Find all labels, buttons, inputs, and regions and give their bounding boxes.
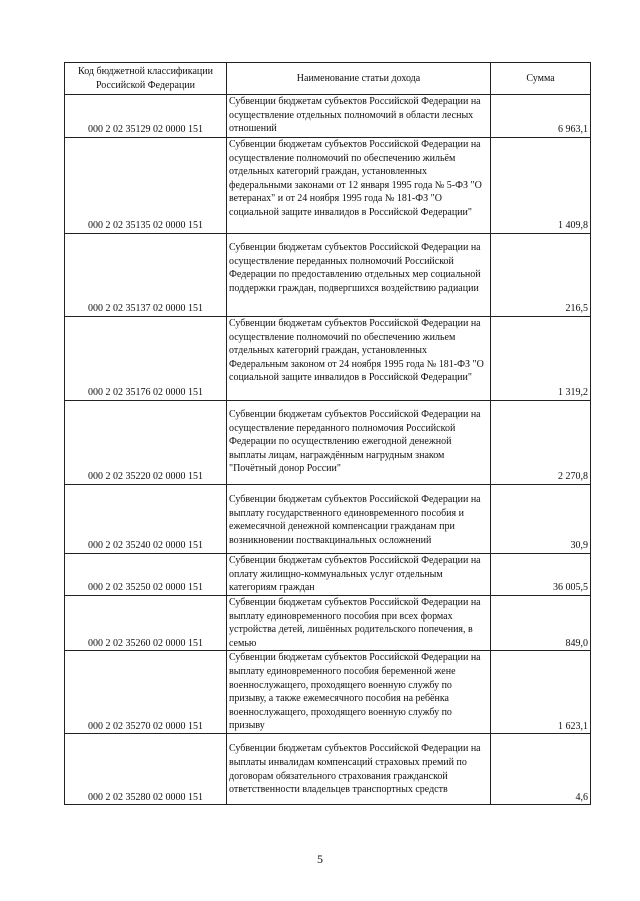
row-name: Субвенции бюджетам субъектов Российской Федерации на выплату государственного единовременного пособия и ежемесячной денежной компенсации гражданам при возникновении поствакцинальных осложнений xyxy=(227,485,491,554)
row-name: Субвенции бюджетам субъектов Российской Федерации на выплаты инвалидам компенсаций страховых премий по договорам обязательного страхования гражданской ответственности владельцев транспортных средств xyxy=(227,734,491,805)
page-number: 5 xyxy=(317,852,323,866)
row-name: Субвенции бюджетам субъектов Российской Федерации на осуществление отдельных полномочий в области лесных отношений xyxy=(227,95,491,138)
row-code: 000 2 02 35135 02 0000 151 xyxy=(65,138,227,234)
row-sum: 2 270,8 xyxy=(491,401,591,485)
row-sum: 4,6 xyxy=(491,734,591,805)
row-sum: 1 319,2 xyxy=(491,317,591,401)
row-sum: 36 005,5 xyxy=(491,554,591,596)
row-sum: 1 623,1 xyxy=(491,651,591,734)
row-name: Субвенции бюджетам субъектов Российской Федерации на выплату единовременного пособия беременной жене военнослужащего, проходящего военную службу по призыву, а также ежемесячного пособия на ребёнка военнослужащего, проходящего военную службу по призыву xyxy=(227,651,491,734)
row-sum: 216,5 xyxy=(491,234,591,317)
row-name: Субвенции бюджетам субъектов Российской Федерации на выплату единовременного пособия при всех формах устройства детей, лишённых родительского попечения, в семью xyxy=(227,596,491,651)
row-code: 000 2 02 35240 02 0000 151 xyxy=(65,485,227,554)
row-name: Субвенции бюджетам субъектов Российской Федерации на оплату жилищно-коммунальных услуг отдельным категориям граждан xyxy=(227,554,491,596)
table-header-row xyxy=(65,63,591,95)
header-sum: Сумма xyxy=(491,63,591,95)
row-sum: 30,9 xyxy=(491,485,591,554)
table-row xyxy=(65,651,591,734)
row-sum: 6 963,1 xyxy=(491,95,591,138)
table-row xyxy=(65,234,591,317)
header-code: Код бюджетной классификации Российской Федерации xyxy=(65,63,227,95)
table-row xyxy=(65,95,591,138)
row-name: Субвенции бюджетам субъектов Российской Федерации на осуществление полномочий по обеспечению жильём отдельных категорий граждан, установленных федеральными законами от 12 января 1995 года № 5-ФЗ "О ветеранах" и от 24 ноября 1995 года № 181-ФЗ "О социальной защите инвалидов в Российской Федерации" xyxy=(227,138,491,234)
table-row xyxy=(65,596,591,651)
row-code: 000 2 02 35250 02 0000 151 xyxy=(65,554,227,596)
row-sum: 1 409,8 xyxy=(491,138,591,234)
table-row xyxy=(65,401,591,485)
header-name: Наименование статьи дохода xyxy=(227,63,491,95)
row-name: Субвенции бюджетам субъектов Российской Федерации на осуществление переданных полномочий Российской Федерации по предоставлению отдельных мер социальной поддержки граждан, подвергшихся воздействию радиации xyxy=(227,234,491,317)
row-code: 000 2 02 35137 02 0000 151 xyxy=(65,234,227,317)
row-code: 000 2 02 35270 02 0000 151 xyxy=(65,651,227,734)
table-row xyxy=(65,554,591,596)
table-row xyxy=(65,734,591,805)
row-code: 000 2 02 35129 02 0000 151 xyxy=(65,95,227,138)
row-code: 000 2 02 35280 02 0000 151 xyxy=(65,734,227,805)
row-code: 000 2 02 35176 02 0000 151 xyxy=(65,317,227,401)
revenue-table xyxy=(64,62,591,805)
row-code: 000 2 02 35260 02 0000 151 xyxy=(65,596,227,651)
row-sum: 849,0 xyxy=(491,596,591,651)
table-row xyxy=(65,317,591,401)
row-name: Субвенции бюджетам субъектов Российской Федерации на осуществление переданного полномочия Российской Федерации по осуществлению ежегодной денежной выплаты лицам, награждённым нагрудным знаком "Почётный донор России" xyxy=(227,401,491,485)
table-row xyxy=(65,138,591,234)
row-code: 000 2 02 35220 02 0000 151 xyxy=(65,401,227,485)
table-row xyxy=(65,485,591,554)
row-name: Субвенции бюджетам субъектов Российской Федерации на осуществление полномочий по обеспечению жильем отдельных категорий граждан, установленных Федеральным законом от 24 ноября 1995 года № 181-ФЗ "О социальной защите инвалидов в Российской Федерации" xyxy=(227,317,491,401)
